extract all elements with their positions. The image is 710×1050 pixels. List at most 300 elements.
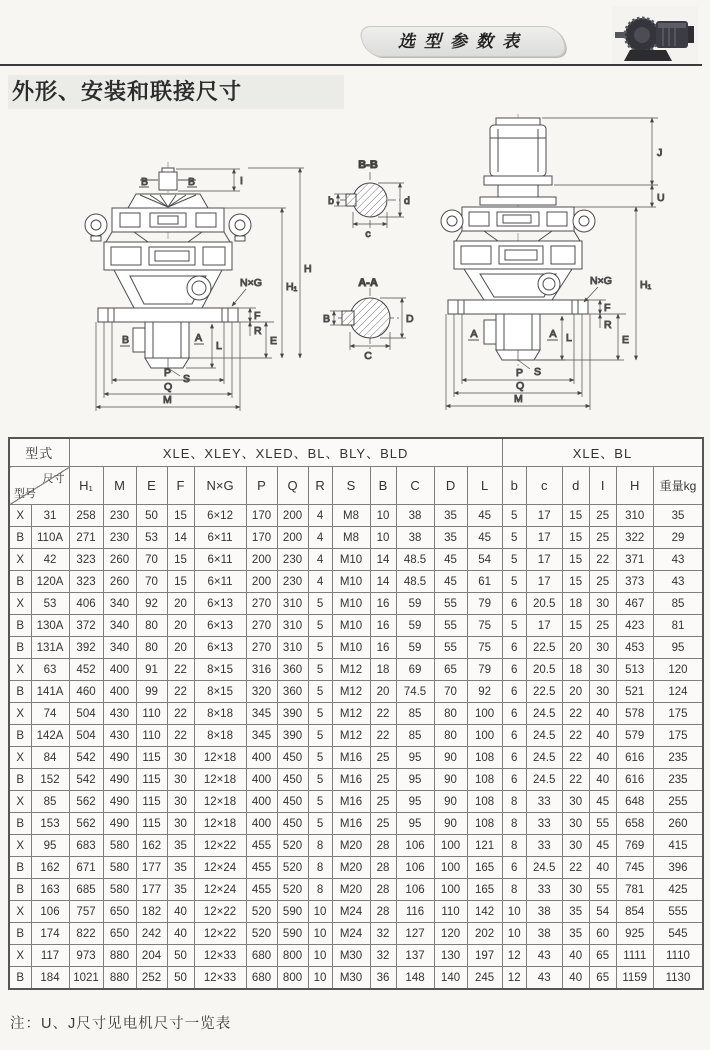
value-cell: 20 bbox=[167, 615, 194, 637]
value-cell: 54 bbox=[467, 549, 502, 571]
value-cell: 371 bbox=[616, 549, 653, 571]
value-cell: 55 bbox=[589, 879, 616, 901]
value-cell: 12 bbox=[502, 967, 526, 990]
value-cell: 6 bbox=[502, 769, 526, 791]
table-row bbox=[9, 857, 703, 879]
series-cell: X bbox=[9, 549, 31, 571]
value-cell: 14 bbox=[370, 571, 396, 593]
value-cell: 137 bbox=[396, 945, 434, 967]
value-cell: 6 bbox=[502, 725, 526, 747]
value-cell: 6 bbox=[502, 659, 526, 681]
value-cell: 30 bbox=[562, 879, 589, 901]
value-cell: 17 bbox=[526, 549, 562, 571]
value-cell: 360 bbox=[277, 681, 308, 703]
value-cell: 110 bbox=[434, 901, 467, 923]
value-cell: 175 bbox=[653, 703, 703, 725]
value-cell: 310 bbox=[616, 505, 653, 527]
value-cell: 310 bbox=[277, 637, 308, 659]
col-header-p: P bbox=[246, 467, 277, 505]
value-cell: 12×22 bbox=[194, 901, 246, 923]
value-cell: 8 bbox=[502, 879, 526, 901]
footnote: 注：U、J尺寸见电机尺寸一览表 bbox=[10, 1016, 232, 1032]
value-cell: 8 bbox=[502, 791, 526, 813]
value-cell: 15 bbox=[167, 549, 194, 571]
dim-label-nxg: N×G bbox=[240, 277, 262, 289]
value-cell: 579 bbox=[616, 725, 653, 747]
value-cell: 453 bbox=[616, 637, 653, 659]
value-cell: M16 bbox=[332, 769, 370, 791]
table-row bbox=[9, 593, 703, 615]
value-cell: 490 bbox=[103, 791, 136, 813]
value-cell: 880 bbox=[103, 945, 136, 967]
dim-label-nxg2: N×G bbox=[590, 275, 612, 287]
value-cell: 25 bbox=[589, 505, 616, 527]
value-cell: 79 bbox=[467, 593, 502, 615]
value-cell: 430 bbox=[103, 703, 136, 725]
value-cell: 520 bbox=[246, 923, 277, 945]
table-row bbox=[9, 923, 703, 945]
value-cell: M16 bbox=[332, 813, 370, 835]
value-cell: 4 bbox=[308, 571, 332, 593]
value-cell: 108 bbox=[467, 747, 502, 769]
value-cell: 14 bbox=[167, 527, 194, 549]
value-cell: 15 bbox=[167, 505, 194, 527]
value-cell: 22 bbox=[562, 703, 589, 725]
value-cell: 15 bbox=[562, 549, 589, 571]
dim-label-aa-c: C bbox=[364, 350, 372, 362]
value-cell: 70 bbox=[136, 571, 167, 593]
value-cell: 400 bbox=[246, 769, 277, 791]
value-cell: M30 bbox=[332, 967, 370, 990]
value-cell: M12 bbox=[332, 659, 370, 681]
value-cell: 100 bbox=[434, 835, 467, 857]
value-cell: M12 bbox=[332, 681, 370, 703]
value-cell: 400 bbox=[246, 791, 277, 813]
value-cell: 30 bbox=[589, 593, 616, 615]
model-cell: 42 bbox=[31, 549, 69, 571]
type-header: 型式 bbox=[9, 438, 69, 467]
model-cell: 174 bbox=[31, 923, 69, 945]
value-cell: 110 bbox=[136, 725, 167, 747]
value-cell: 36 bbox=[370, 967, 396, 990]
value-cell: 14 bbox=[370, 549, 396, 571]
value-cell: 6 bbox=[502, 747, 526, 769]
value-cell: 25 bbox=[370, 791, 396, 813]
value-cell: 555 bbox=[653, 901, 703, 923]
value-cell: 252 bbox=[136, 967, 167, 990]
value-cell: 30 bbox=[589, 681, 616, 703]
section-aa bbox=[323, 277, 414, 362]
table-row bbox=[9, 967, 703, 990]
value-cell: 310 bbox=[277, 615, 308, 637]
value-cell: 99 bbox=[136, 681, 167, 703]
value-cell: 40 bbox=[589, 747, 616, 769]
shaft-label-b: B bbox=[121, 334, 129, 346]
value-cell: 38 bbox=[396, 527, 434, 549]
value-cell: 20 bbox=[562, 681, 589, 703]
value-cell: 40 bbox=[589, 703, 616, 725]
value-cell: 5 bbox=[502, 549, 526, 571]
value-cell: 35 bbox=[434, 505, 467, 527]
value-cell: 5 bbox=[502, 571, 526, 593]
series-cell: B bbox=[9, 637, 31, 659]
value-cell: 235 bbox=[653, 769, 703, 791]
model-cell: 117 bbox=[31, 945, 69, 967]
model-cell: 53 bbox=[31, 593, 69, 615]
value-cell: 40 bbox=[562, 945, 589, 967]
table-row bbox=[9, 813, 703, 835]
value-cell: 53 bbox=[136, 527, 167, 549]
value-cell: 29 bbox=[653, 527, 703, 549]
table-row bbox=[9, 747, 703, 769]
model-cell: 63 bbox=[31, 659, 69, 681]
value-cell: 260 bbox=[103, 549, 136, 571]
value-cell: 430 bbox=[103, 725, 136, 747]
value-cell: 12×18 bbox=[194, 791, 246, 813]
model-cell: 120A bbox=[31, 571, 69, 593]
value-cell: 22 bbox=[167, 703, 194, 725]
model-cell: 95 bbox=[31, 835, 69, 857]
value-cell: 648 bbox=[616, 791, 653, 813]
value-cell: 200 bbox=[246, 549, 277, 571]
model-cell: 110A bbox=[31, 527, 69, 549]
value-cell: 30 bbox=[589, 637, 616, 659]
series-cell: X bbox=[9, 659, 31, 681]
dim-label-p: P bbox=[164, 367, 172, 379]
value-cell: 55 bbox=[589, 813, 616, 835]
value-cell: 60 bbox=[589, 923, 616, 945]
value-cell: 578 bbox=[616, 703, 653, 725]
right-drawing bbox=[441, 114, 665, 410]
value-cell: 8 bbox=[502, 813, 526, 835]
value-cell: 17 bbox=[526, 615, 562, 637]
value-cell: 1110 bbox=[653, 945, 703, 967]
value-cell: 175 bbox=[653, 725, 703, 747]
value-cell: 197 bbox=[467, 945, 502, 967]
value-cell: 45 bbox=[467, 527, 502, 549]
table-row bbox=[9, 835, 703, 857]
value-cell: 12×22 bbox=[194, 923, 246, 945]
value-cell: 33 bbox=[526, 835, 562, 857]
value-cell: 1159 bbox=[616, 967, 653, 990]
group1-header: XLE、XLEY、XLED、BL、BLY、BLD bbox=[69, 438, 502, 467]
value-cell: 245 bbox=[467, 967, 502, 990]
value-cell: 5 bbox=[308, 769, 332, 791]
value-cell: 17 bbox=[526, 571, 562, 593]
value-cell: 15 bbox=[562, 527, 589, 549]
col-header-l: I bbox=[589, 467, 616, 505]
model-cell: 184 bbox=[31, 967, 69, 990]
value-cell: 30 bbox=[562, 813, 589, 835]
model-cell: 163 bbox=[31, 879, 69, 901]
value-cell: 95 bbox=[396, 769, 434, 791]
value-cell: 148 bbox=[396, 967, 434, 990]
col-header-f: F bbox=[167, 467, 194, 505]
value-cell: 15 bbox=[562, 505, 589, 527]
value-cell: 108 bbox=[467, 769, 502, 791]
value-cell: 5 bbox=[308, 747, 332, 769]
value-cell: 50 bbox=[167, 967, 194, 990]
value-cell: 12×18 bbox=[194, 769, 246, 791]
value-cell: 6×11 bbox=[194, 527, 246, 549]
value-cell: 616 bbox=[616, 769, 653, 791]
series-cell: B bbox=[9, 879, 31, 901]
table-row bbox=[9, 879, 703, 901]
value-cell: 255 bbox=[653, 791, 703, 813]
section-bb-title: B-B bbox=[358, 159, 378, 171]
value-cell: 59 bbox=[396, 637, 434, 659]
value-cell: 35 bbox=[653, 505, 703, 527]
value-cell: 12×18 bbox=[194, 747, 246, 769]
value-cell: 6 bbox=[502, 593, 526, 615]
col-header-c: c bbox=[526, 467, 562, 505]
value-cell: 40 bbox=[167, 923, 194, 945]
series-cell: B bbox=[9, 923, 31, 945]
value-cell: 22 bbox=[562, 747, 589, 769]
value-cell: 30 bbox=[562, 835, 589, 857]
value-cell: 106 bbox=[396, 879, 434, 901]
value-cell: 5 bbox=[308, 615, 332, 637]
value-cell: 5 bbox=[502, 615, 526, 637]
value-cell: 38 bbox=[396, 505, 434, 527]
col-header-b-cap: B bbox=[370, 467, 396, 505]
table-row bbox=[9, 549, 703, 571]
col-header-h: H bbox=[616, 467, 653, 505]
value-cell: 100 bbox=[467, 703, 502, 725]
value-cell: 35 bbox=[167, 879, 194, 901]
value-cell: 45 bbox=[467, 505, 502, 527]
series-cell: B bbox=[9, 769, 31, 791]
value-cell: 520 bbox=[277, 857, 308, 879]
value-cell: 400 bbox=[246, 813, 277, 835]
value-cell: 271 bbox=[69, 527, 103, 549]
value-cell: 75 bbox=[467, 615, 502, 637]
value-cell: 17 bbox=[526, 505, 562, 527]
value-cell: M10 bbox=[332, 637, 370, 659]
value-cell: M10 bbox=[332, 615, 370, 637]
table-row bbox=[9, 725, 703, 747]
value-cell: 5 bbox=[308, 637, 332, 659]
value-cell: 8 bbox=[308, 857, 332, 879]
dim-label-q2: Q bbox=[516, 380, 525, 392]
value-cell: 106 bbox=[396, 835, 434, 857]
value-cell: 24.5 bbox=[526, 747, 562, 769]
value-cell: M16 bbox=[332, 747, 370, 769]
value-cell: 200 bbox=[246, 571, 277, 593]
value-cell: 55 bbox=[434, 637, 467, 659]
model-cell: 130A bbox=[31, 615, 69, 637]
shaft-label-a: A bbox=[195, 332, 203, 344]
value-cell: 12×24 bbox=[194, 857, 246, 879]
value-cell: 124 bbox=[653, 681, 703, 703]
table-row bbox=[9, 769, 703, 791]
value-cell: 1111 bbox=[616, 945, 653, 967]
value-cell: 40 bbox=[589, 725, 616, 747]
value-cell: 10 bbox=[370, 527, 396, 549]
dim-label-r2: R bbox=[604, 319, 612, 331]
series-cell: X bbox=[9, 747, 31, 769]
value-cell: 30 bbox=[562, 791, 589, 813]
value-cell: 10 bbox=[308, 901, 332, 923]
value-cell: 340 bbox=[103, 637, 136, 659]
value-cell: 769 bbox=[616, 835, 653, 857]
model-cell: 106 bbox=[31, 901, 69, 923]
value-cell: M20 bbox=[332, 857, 370, 879]
value-cell: 270 bbox=[246, 637, 277, 659]
value-cell: 170 bbox=[246, 505, 277, 527]
dim-label-bb-d: d bbox=[404, 195, 410, 207]
header-divider bbox=[0, 64, 702, 66]
value-cell: 854 bbox=[616, 901, 653, 923]
value-cell: 340 bbox=[103, 593, 136, 615]
value-cell: 81 bbox=[653, 615, 703, 637]
dim-label-aa-d: D bbox=[406, 313, 414, 325]
series-cell: B bbox=[9, 725, 31, 747]
value-cell: 10 bbox=[502, 923, 526, 945]
value-cell: 40 bbox=[562, 967, 589, 990]
value-cell: 542 bbox=[69, 769, 103, 791]
value-cell: 8×15 bbox=[194, 659, 246, 681]
value-cell: 95 bbox=[653, 637, 703, 659]
value-cell: 1021 bbox=[69, 967, 103, 990]
value-cell: 200 bbox=[277, 505, 308, 527]
value-cell: 40 bbox=[589, 769, 616, 791]
value-cell: 8 bbox=[308, 879, 332, 901]
value-cell: 562 bbox=[69, 813, 103, 835]
dim-label-s: S bbox=[183, 373, 191, 385]
model-cell: 31 bbox=[31, 505, 69, 527]
value-cell: 580 bbox=[103, 857, 136, 879]
value-cell: 15 bbox=[562, 615, 589, 637]
value-cell: 6×11 bbox=[194, 571, 246, 593]
value-cell: 12×18 bbox=[194, 813, 246, 835]
value-cell: 22.5 bbox=[526, 681, 562, 703]
value-cell: 22 bbox=[562, 725, 589, 747]
value-cell: 108 bbox=[467, 813, 502, 835]
dim-label-s2: S bbox=[534, 366, 542, 378]
value-cell: 242 bbox=[136, 923, 167, 945]
value-cell: 95 bbox=[396, 791, 434, 813]
value-cell: M20 bbox=[332, 879, 370, 901]
value-cell: 130 bbox=[434, 945, 467, 967]
model-cell: 162 bbox=[31, 857, 69, 879]
value-cell: 5 bbox=[308, 659, 332, 681]
value-cell: 95 bbox=[396, 813, 434, 835]
value-cell: 59 bbox=[396, 593, 434, 615]
value-cell: 15 bbox=[562, 571, 589, 593]
value-cell: 5 bbox=[308, 681, 332, 703]
value-cell: 43 bbox=[653, 571, 703, 593]
value-cell: 455 bbox=[246, 879, 277, 901]
value-cell: 65 bbox=[589, 967, 616, 990]
value-cell: 616 bbox=[616, 747, 653, 769]
value-cell: 230 bbox=[277, 571, 308, 593]
value-cell: 450 bbox=[277, 769, 308, 791]
value-cell: 22 bbox=[370, 703, 396, 725]
value-cell: 683 bbox=[69, 835, 103, 857]
value-cell: 671 bbox=[69, 857, 103, 879]
value-cell: 25 bbox=[370, 747, 396, 769]
col-header-nxg: N×G bbox=[194, 467, 246, 505]
value-cell: 33 bbox=[526, 813, 562, 835]
value-cell: 310 bbox=[277, 593, 308, 615]
value-cell: 121 bbox=[467, 835, 502, 857]
value-cell: 70 bbox=[136, 549, 167, 571]
value-cell: 467 bbox=[616, 593, 653, 615]
value-cell: 406 bbox=[69, 593, 103, 615]
value-cell: 74.5 bbox=[396, 681, 434, 703]
value-cell: 973 bbox=[69, 945, 103, 967]
value-cell: 80 bbox=[136, 615, 167, 637]
value-cell: 16 bbox=[370, 615, 396, 637]
value-cell: 80 bbox=[434, 703, 467, 725]
value-cell: 50 bbox=[136, 505, 167, 527]
value-cell: 504 bbox=[69, 725, 103, 747]
value-cell: 24.5 bbox=[526, 769, 562, 791]
value-cell: 745 bbox=[616, 857, 653, 879]
value-cell: 340 bbox=[103, 615, 136, 637]
value-cell: 235 bbox=[653, 747, 703, 769]
series-cell: B bbox=[9, 857, 31, 879]
value-cell: 520 bbox=[277, 879, 308, 901]
value-cell: 22 bbox=[370, 725, 396, 747]
value-cell: 800 bbox=[277, 967, 308, 990]
value-cell: 162 bbox=[136, 835, 167, 857]
value-cell: 30 bbox=[589, 659, 616, 681]
value-cell: 6×11 bbox=[194, 549, 246, 571]
table-row bbox=[9, 703, 703, 725]
value-cell: 79 bbox=[467, 659, 502, 681]
series-cell: B bbox=[9, 681, 31, 703]
model-cell: 74 bbox=[31, 703, 69, 725]
value-cell: 230 bbox=[103, 505, 136, 527]
table-row bbox=[9, 791, 703, 813]
value-cell: 90 bbox=[434, 791, 467, 813]
value-cell: 40 bbox=[589, 857, 616, 879]
value-cell: 35 bbox=[434, 527, 467, 549]
page-tab-badge bbox=[356, 26, 569, 57]
value-cell: 5 bbox=[308, 593, 332, 615]
value-cell: 80 bbox=[136, 637, 167, 659]
left-drawing bbox=[85, 162, 312, 411]
value-cell: 392 bbox=[69, 637, 103, 659]
value-cell: 95 bbox=[396, 747, 434, 769]
dim-label-i: I bbox=[240, 175, 243, 187]
value-cell: 562 bbox=[69, 791, 103, 813]
value-cell: 35 bbox=[167, 835, 194, 857]
value-cell: 30 bbox=[167, 747, 194, 769]
series-cell: X bbox=[9, 901, 31, 923]
value-cell: 142 bbox=[467, 901, 502, 923]
value-cell: 757 bbox=[69, 901, 103, 923]
value-cell: 12×33 bbox=[194, 967, 246, 990]
value-cell: 450 bbox=[277, 813, 308, 835]
value-cell: 45 bbox=[434, 549, 467, 571]
value-cell: 91 bbox=[136, 659, 167, 681]
value-cell: 115 bbox=[136, 791, 167, 813]
value-cell: 8 bbox=[308, 835, 332, 857]
value-cell: 100 bbox=[467, 725, 502, 747]
value-cell: M8 bbox=[332, 527, 370, 549]
value-cell: 18 bbox=[562, 593, 589, 615]
corner-label-size: 尺寸 bbox=[42, 473, 65, 485]
value-cell: 165 bbox=[467, 879, 502, 901]
model-cell: 152 bbox=[31, 769, 69, 791]
spec-table bbox=[8, 437, 704, 990]
value-cell: 177 bbox=[136, 879, 167, 901]
value-cell: 373 bbox=[616, 571, 653, 593]
value-cell: 35 bbox=[562, 901, 589, 923]
